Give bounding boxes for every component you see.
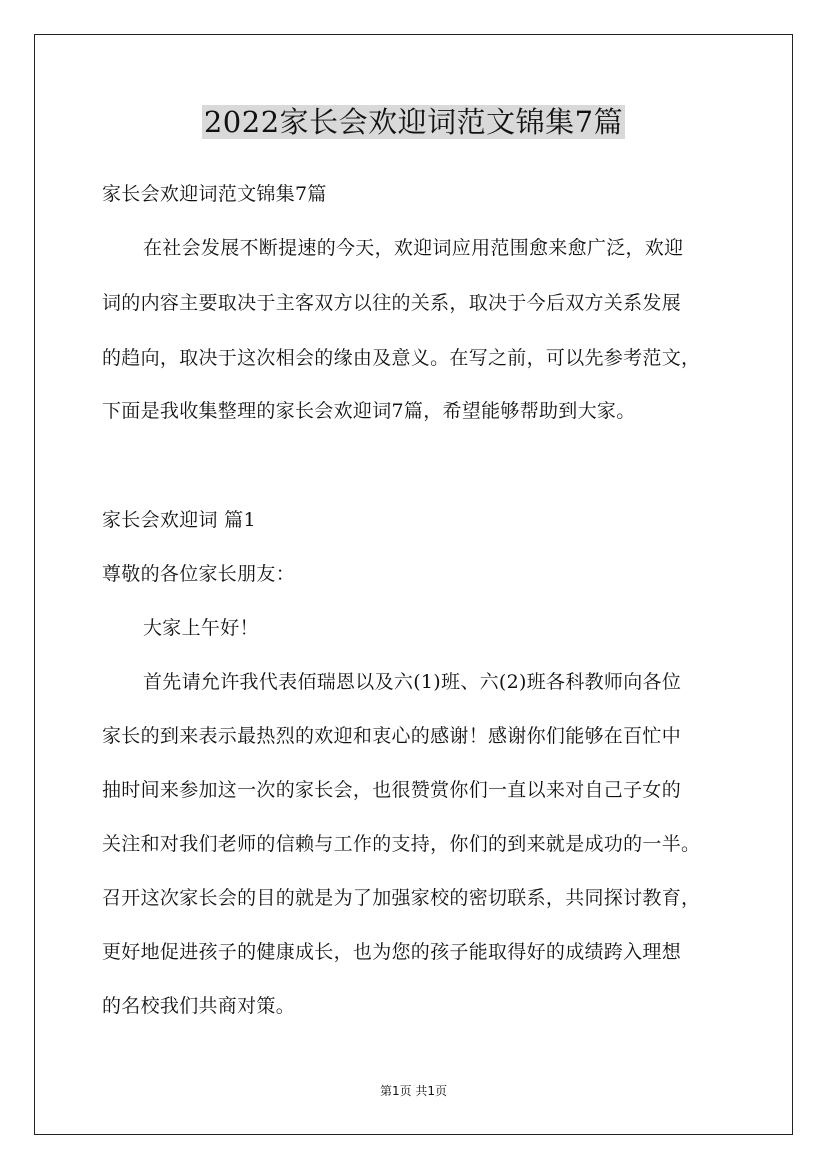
body-line: 更好地促进孩子的健康成长，也为您的孩子能取得好的成绩跨入理想 xyxy=(102,941,682,963)
body-line: 首先请允许我代表佰瑞恩以及六(1)班、六(2)班各科教师向各位 xyxy=(143,671,682,693)
body-line: 家长的到来表示最热烈的欢迎和衷心的感谢！感谢你们能够在百忙中 xyxy=(102,725,682,747)
document-subtitle: 家长会欢迎词范文锦集7篇 xyxy=(102,183,327,205)
intro-line: 词的内容主要取决于主客双方以往的关系，取决于今后双方关系发展 xyxy=(102,292,682,314)
document-title-text: 2022家长会欢迎词范文锦集7篇 xyxy=(203,105,624,139)
intro-line: 下面是我收集整理的家长会欢迎词7篇，希望能够帮助到大家。 xyxy=(102,400,636,422)
body-line: 召开这次家长会的目的就是为了加强家校的密切联系，共同探讨教育， xyxy=(102,887,701,909)
salutation: 尊敬的各位家长朋友： xyxy=(102,563,296,585)
page-footer: 第1页 共1页 xyxy=(379,1084,448,1098)
section-heading: 家长会欢迎词 篇1 xyxy=(102,509,256,531)
body-line: 的名校我们共商对策。 xyxy=(102,995,296,1017)
intro-line: 在社会发展不断提速的今天，欢迎词应用范围愈来愈广泛，欢迎 xyxy=(143,237,684,259)
greeting: 大家上午好！ xyxy=(143,617,259,639)
intro-line: 的趋向，取决于这次相会的缘由及意义。在写之前，可以先参考范文， xyxy=(102,347,701,369)
body-line: 关注和对我们老师的信赖与工作的支持，你们的到来就是成功的一半。 xyxy=(102,833,701,855)
body-line: 抽时间来参加这一次的家长会，也很赞赏你们一直以来对自己子女的 xyxy=(102,779,682,801)
document-title xyxy=(0,102,827,142)
